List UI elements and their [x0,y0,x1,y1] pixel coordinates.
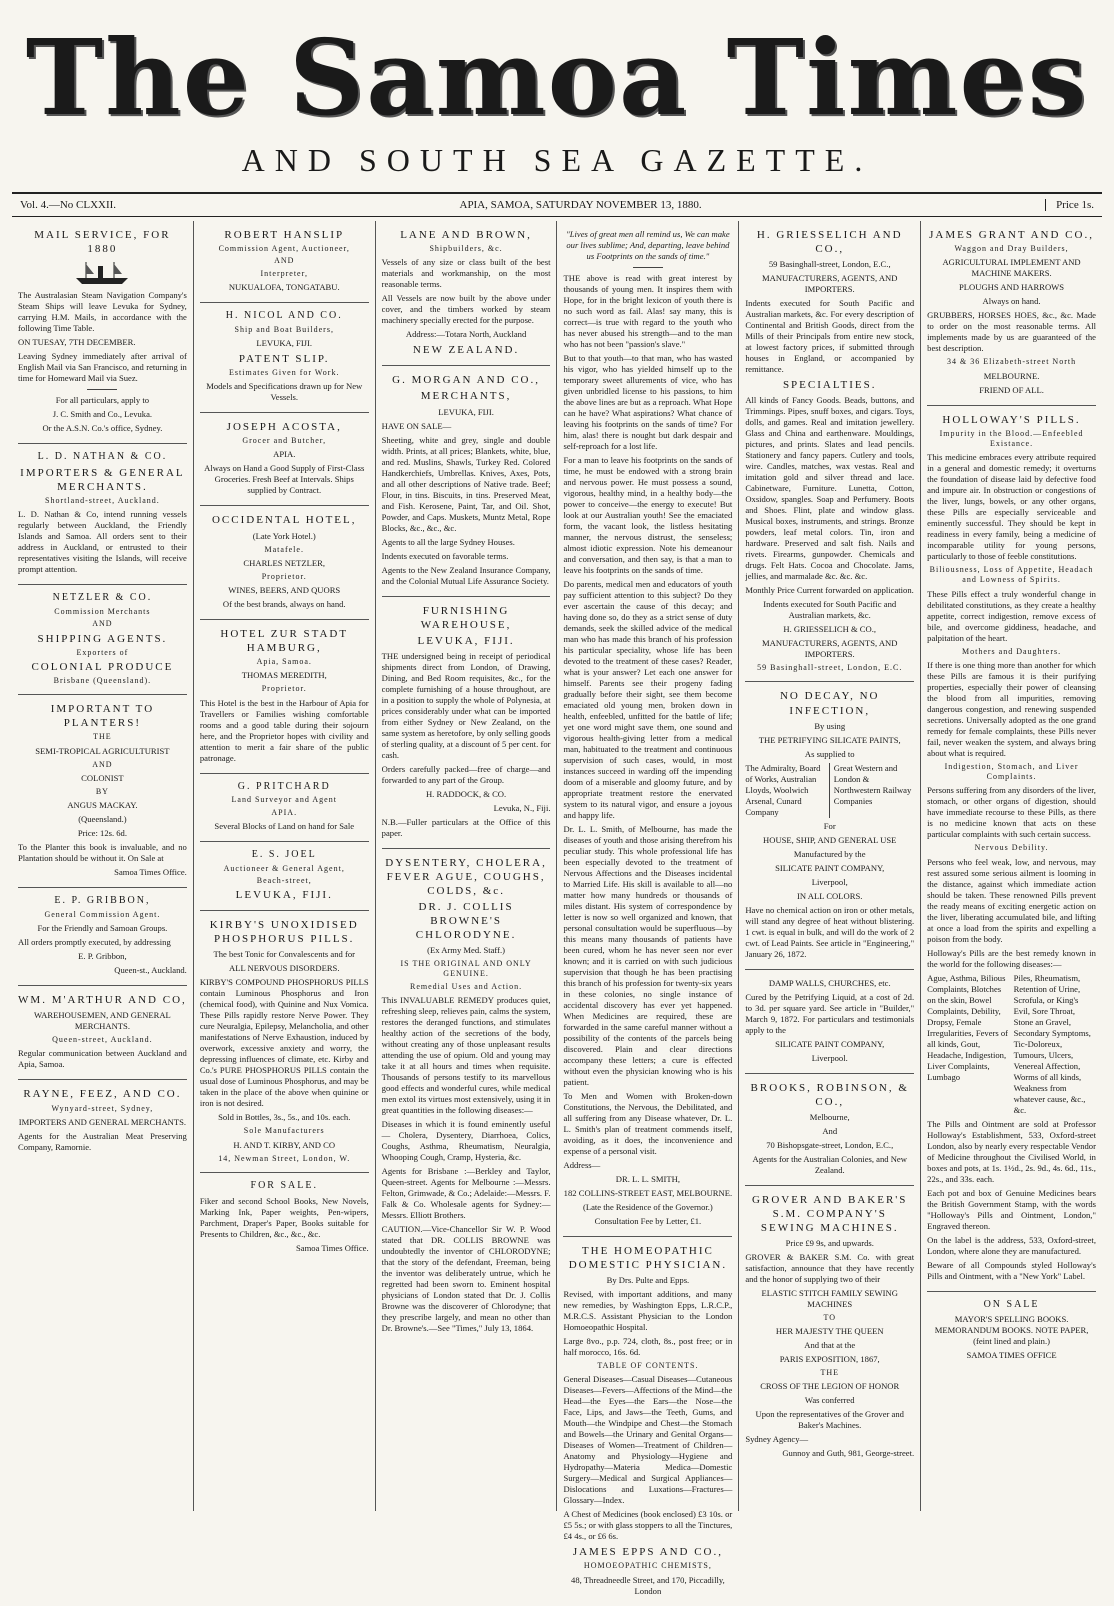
lane-brown-address: Address:—Totara North, Auckland [405,329,527,340]
gribbon-body: All orders promptly executed, by addressing [18,937,171,948]
issue-price: Price 1s. [1045,199,1094,211]
holloway-section-body: Persons who feel weak, low, and nervous, may rest assured some serious ailment is looming in the distance, against which immediate action should be taken. These renowned Pills prevent the ready means of exciting energetic action on the liver, liberating accumulated bile, and lifting at once a load from the spirits and expelling a poison from the body. [927,856,1096,944]
article-paragraph: To Men and Women with Broken-down Constitutions, the Nervous, the Debilitated, and all suffering from any Disease whatever, Dr. L. L. Smith's plan of treatment commends itself, avoiding, as it does, the inconvenience and expense of a personal visit. [563,1091,733,1156]
planters-line: SEMI-TROPICAL AGRICULTURIST [35,745,170,756]
morgan-line: MERCHANTS, [420,390,512,403]
dateline [12,192,1102,217]
kirby-heading: KIRBY'S UNOXIDISED PHOSPHORUS PILLS. [209,919,359,946]
column-1 [12,221,194,1511]
kirby-address: 14, Newman Street, London, W. [218,1153,351,1163]
planters-line: BY [95,786,109,796]
brooks-line: And [822,1125,838,1136]
grover-agent: Sydney Agency— [745,1434,809,1445]
mail-service-date: ON TUESAY, 7TH DECEMBER. [18,337,136,348]
masthead-title: The Samoa Times [25,16,1089,139]
holloway-section: Biliousness, Loss of Appetite, Headach and Lowness of Spirits. [929,565,1094,585]
furnishing-name: H. RADDOCK, & CO. [425,788,507,799]
decay-heading: NO DECAY, NO INFECTION, [779,690,880,717]
decay-line: Manufactured by the [793,848,866,859]
planters-price: Price: 12s. 6d. [77,828,127,839]
chlorodyne-line: (Ex Army Med. Staff.) [427,945,506,956]
on-sale-heading: ON SALE [983,1298,1040,1310]
mail-service-heading: MAIL SERVICE, FOR 1880 [34,229,171,256]
planters-author: ANGUS MACKAY. [67,800,138,811]
damp-city: Liverpool. [811,1052,848,1063]
planters-line: (Queensland.) [78,814,127,825]
holloway-pack: Each pot and box of Genuine Medicines bears the British Government Stamp, with the words "Holloway's Pills and Ointment, London," Engraved thereon. [927,1187,1096,1231]
homeopathic-toc: TABLE OF CONTENTS. [597,1361,699,1371]
on-sale-ad [927,1292,1096,1371]
holloway-beware: Beware of all Compounds styled Holloway's Pills and Ointment, with a "New York" Label. [927,1259,1096,1281]
hanslip-heading: ROBERT HANSLIP [224,229,345,241]
holloway-diseases-right: Piles, Rheumatism, Retention of Urine, Scrofula, or King's Evil, Sore Throat, Stone an Gravel, Secondary Symptoms, Tic-Doloreux, Tumours, Ulcers, Venereal Affection, Worms of all kinds, Weakness from whatever cause, &c., &c. [1013,972,1091,1115]
mail-service-apply: For all particulars, apply to [55,395,150,406]
rayne-subheading: IMPORTERS AND GENERAL MERCHANTS. [18,1116,187,1127]
netzler-ad [18,585,187,695]
morgan-indents: Indents executed on favorable terms. [381,550,509,561]
nicol-heading: H. NICOL AND CO. [225,309,343,321]
decay-use: HOUSE, SHIP, AND GENERAL USE [763,834,897,845]
grant-friend: FRIEND OF ALL. [979,384,1044,395]
occidental-line: Proprietor. [261,571,307,581]
chlorodyne-caution: CAUTION.—Vice-Chancellor Sir W. P. Wood stated that DR. COLLIS BROWNE was undoubtedly the inventor of CHLORODYNE; that the story of the defendant, Freeman, being the inventor was deliberately untrue, which he regretted had been sworn to. Eminent hospital physicians of London stated that Dr. J. Collis Browne was the discoverer of Chlorodyne; that they prescribe largely, and mean no other than Dr. Browne's.—See "Times," July 13, 1864. [381,1223,551,1333]
morgan-agents: Agents to all the large Sydney Houses. [381,536,515,547]
acosta-heading: JOSEPH ACOSTA, [226,421,342,434]
planters-line: AND [92,759,113,769]
hanslip-ad [200,221,369,303]
brooks-line: Melbourne, [809,1111,850,1122]
morgan-line: LEVUKA, FIJI. [438,406,494,417]
article-paragraph: Do parents, medical men and educators of youth pay sufficient attention to this subject? Do they ever ascertain the cause of this decay; and having done so, do they as a strict sense of duty demands, seek the skilled advice of the medical man who has made this branch of his profession his particular speciality, whose life has been devoted to the treatment of these cases? Reader, what is your answer? Let each one answer for himself. Parents see their progeny fading gradually before their sight, see them become emaciated old young men, broken down in health, enfeebled, unfitted for the battle of life; yet one word might save them, one sound and vigorous health-giving letter from a medical man, habituated to the treatment and continuous supervision of such cases, would, in most instances succeed in warding off the impending doom of a miserable and gloomy future, and by appropriate treatment restore the enervated system to its natural vigor, and ensure a joyous and happy life. [563,579,733,820]
grover-line: ELASTIC STITCH FAMILY SEWING MACHINES [761,1288,898,1310]
netzler-line: SHIPPING AGENTS. [37,632,168,645]
marthur-heading: WM. M'ARTHUR AND CO, [18,994,187,1007]
joel-line: LEVUKA, FIJI. [235,889,333,902]
griesselich-address2: 59 Basinghall-street, London, E.C. [757,663,903,673]
rayne-address: Wynyard-street, Sydney, [51,1103,154,1113]
kirby-name: H. AND T. KIRBY, AND CO [233,1139,336,1150]
chlorodyne-body2: Diseases in which it is found eminently useful — Cholera, Dysentery, Diarrhoea, Colics, Coughs, Asthma, Rheumatism, Neuralgia, Whooping Cough, Cramp, Hysteria, &c. [381,1118,551,1162]
furnishing-orders: Orders carefully packed—free of charge—and forwarded to any part of the Group. [381,763,551,785]
planters-ad [18,695,187,888]
hamburg-body: This Hotel is the best in the Harbour of Apia for Travellers or Families wishing comfortable rooms and a good table during their sojourn here, and the Proprietor hopes with civility and attention to merit a fair share of the public patronage. [199,697,369,763]
acosta-line: Grocer and Butcher, [242,436,327,446]
gribbon-subheading: General Commission Agent. [44,909,161,919]
hamburg-line: THOMAS MEREDITH, [241,670,327,681]
holloway-best: Holloway's Pills are the best remedy known in the world for the following diseases:— [927,947,1096,969]
holloway-section-body: These Pills effect a truly wonderful change in debilitated constitutions, as they create a healthy appetite, correct indigestion, remove excess of bile, and overcome giddiness, headache, and palpitation of the heart. [927,588,1096,643]
pritchard-heading: G. PRITCHARD [237,780,331,792]
smith-fee: Consultation Fee by Letter, £1. [594,1216,702,1226]
mail-service-body2: Leaving Sydney immediately after arrival of English Mail via San Francisco, and returning in time for Homeward Mail via Suez. [18,351,187,384]
volume-number: Vol. 4.—No CLXXII. [20,199,117,211]
joel-ad [200,842,369,911]
damp-company: SILICATE PAINT COMPANY, [775,1038,885,1049]
hanslip-line: NUKUALOFA, TONGATABU. [228,281,340,292]
smith-late: (Late the Residence of the Governor.) [582,1202,713,1212]
kirby-mfr: Sole Manufacturers [243,1126,325,1136]
homeopathic-body: Revised, with important additions, and many new remedies, by Washington Epps, L.R.C.P., M.R.C.S. Assistant Physician to the London Homoeopathic Hospital. [563,1289,733,1333]
gribbon-heading: E. P. GRIBBON, [54,895,151,907]
silicate-ad [745,682,914,969]
planters-sale: Samoa Times Office. [114,867,187,878]
joel-line: Auctioneer & General Agent, [223,863,345,873]
furnishing-ad [382,597,551,849]
furnishing-body: THE undersigned being in receipt of periodical shipments direct from London, of Drawing, Dining, and Bed Room requisites, &c., for the complete furnishing of a house throughout, are in a position to supply the whole of Polynesia, at prices considerably under what can be imported from either Sydney or New Zealand, on the same system as heretofore, by only selling goods of sterling quality, at a discount of 5 per cent. for cash. [381,650,551,760]
nicol-ad [200,303,369,413]
column-4 [557,221,739,1596]
kirby-body: KIRBY'S COMPOUND PHOSPHORUS PILLS contain Luminous Phosphorus and Iron (chemical food), with Quinine and Nux Vomica. These Pills rapidly restore Nerve Power. They cure Neuralgia, Epilepsy, Melancholia, and other manifestations of Nerve Exhaustion, induced by overwork, excessive anxiety and worry, the depressing influences of climate, etc. Kirby and Co.'s PURE PHOSPHORUS PILLS contain the usual dose of Luminous Phosphorus, and may be taken in the place of the above when quinine or iron is not desired. [199,977,369,1109]
hamburg-heading: HOTEL ZUR STADT HAMBURG, [220,627,349,655]
nathan-subheading: IMPORTERS & GENERAL MERCHANTS. [20,466,185,494]
pritchard-body: Several Blocks of Land on hand for Sale [214,820,355,831]
nicol-line: PATENT SLIP. [238,352,330,365]
planters-line: COLONIST [81,772,124,783]
decay-colors: IN ALL COLORS. [797,890,863,901]
holloway-section: Nervous Debility. [974,843,1049,853]
marthur-ad [18,986,187,1080]
kirby-line: The best Tonic for Convalescents and for [213,949,355,960]
nicol-line: Estimates Given for Work. [229,367,340,377]
furnishing-heading: FURNISHING WAREHOUSE, [420,604,512,631]
pritchard-ad [200,774,369,842]
article-paragraph: THE above is read with great interest by thousands of young men. It inspires them with Hope, for in the bright lexicon of youth there is no such word as fail. Alas! say many, this is correct—is true with regard to the youth who has never abused his strength—and to the man who has not been "passion's slave." [563,273,733,349]
chlorodyne-ad [382,849,551,1343]
nicol-body: Models and Specifications drawn up for New Vessels. [206,381,363,403]
holloway-diseases-left: Ague, Asthma, Bilious Complaints, Blotches on the skin, Bowel Complaints, Debility, Dropsy, Female Irregularities, Fevers of all kinds, Gout, Headache, Indigestion, Liver Complaints, Lumbago [927,972,1009,1082]
grover-line: HER MAJESTY THE QUEEN [775,1326,884,1337]
griesselich-sub2: MANUFACTURERS, AGENTS, AND IMPORTERS. [762,638,898,660]
brooks-line: Agents for the Australian Colonies, and New Zealand. [752,1153,907,1175]
decay-clients [745,763,914,818]
divider [633,267,663,268]
hamburg-line: Proprietor. [261,684,307,694]
article-paragraph: Dr. L. L. Smith, of Melbourne, has made the diseases of youth and those arising therefrom his peculiar study. This whole professional life has been especially devoted to the treatment of Nervous Affections and the Diseases incidental to Married Life. His skill is available to all—no matter how many hundreds or thousands of miles distant. His system of correspondence by letter is now so well organized and known, that personal consultation would be superfluous—by this means many thousands of patients have been cured, whom he has never seen nor ever known; and it is carried on with such judicious supervision that though he has been practising this branch of his profession for twenty-six years in these colonies, no single instance of accidental discovery has ever yet happened. When Medicines are required, these are forwarded in the same careful manner without a possibility of the contents of the parcels being discovered. Plain and clear directions accompany these letters; a cure is effected without even the physician knowing who is his patient. [563,824,733,1087]
pritchard-line: APIA. [271,807,298,817]
divider [87,389,117,390]
homeopathic-by: By Drs. Pulte and Epps. [606,1275,690,1286]
decay-city: Liverpool, [811,876,848,887]
grover-line: PARIS EXPOSITION, 1867, [779,1354,880,1365]
lane-brown-line: Shipbuilders, &c. [429,244,503,254]
grant-line: AGRICULTURAL IMPLEMENT AND MACHINE MAKERS. [942,257,1081,279]
acosta-ad [200,413,369,506]
griesselich-sub: MANUFACTURERS, AGENTS, AND IMPORTERS. [762,273,898,295]
acosta-line: APIA. [273,449,296,460]
griesselich-address: 59 Basinghall-street, London, E.C., [768,259,891,270]
furnishing-location: Levuka, N., Fiji. [493,802,551,813]
holloway-label: On the label is the address, 533, Oxford-street, London, where alone they are manufactured. [927,1234,1096,1256]
mail-service-ad [18,221,187,444]
joel-heading: E. S. JOEL [251,848,317,860]
grover-baker-ad [745,1186,914,1469]
issue-date: APIA, SAMOA, SATURDAY NOVEMBER 13, 1880. [459,199,702,211]
griesselich-indents: Indents executed for South Pacific and Australian markets, &c. [763,599,897,621]
decay-line: By using [814,720,846,731]
grant-line: Always on hand. [982,296,1041,307]
morgan-body: Sheeting, white and grey, single and double width. Prints, at all prices; Blankets, white, blue, and red. Muslins, Shawls, Turkey Red. Colored Handkerchiefs, Umbrellas. Knives, Axes, Pots, and all other descriptions of Native trade. Beef; Flour, in tins. Biscuits, in tins. Preserved Meat, and Fish. Kerosene, Paint, Tar, and Oil. Shot, Powder, and Caps. Muskets, Muntz Metal, Rope Blocks, &c., &c., &c. [381,434,551,533]
grant-address: 34 & 36 Elizabeth-street North [947,357,1077,367]
morgan-ad [382,366,551,596]
joel-line: Beach-street, [256,875,312,885]
occidental-line: Matafele. [264,544,304,554]
planters-body: To the Planter this book is invaluable, and no Plantation should be without it. On Sale at [18,842,187,864]
grover-line: TO [823,1313,836,1323]
occidental-heading: OCCIDENTAL HOTEL, [211,514,357,527]
holloway-section-body: If there is one thing more than another for which these Pills are famous it is their purifying properties, especially their power of cleansing the blood from all impurities, removing dangerous congestion, and renewing suspended secretions. Universally adopted as the one grand remedy for female complaints, these Pills never fail, never weaken the system, and always bring about what is required. [927,659,1096,758]
grover-agent2: Gunnoy and Guth, 981, George-street. [782,1448,915,1459]
hanslip-line: AND [274,256,295,266]
grover-line: Upon the representatives of the Grover and Baker's Machines. [755,1409,904,1431]
rayne-heading: RAYNE, FEEZ, AND CO. [23,1088,182,1101]
for-sale-office: Samoa Times Office. [296,1242,369,1253]
occidental-line: (Late York Hotel.) [252,530,316,541]
columns [12,221,1102,1596]
chlorodyne-heading: DR. J. COLLIS BROWNE'S CHLORODYNE. [415,901,517,942]
morgan-heading: G. MORGAN AND CO., [392,374,540,387]
grover-heading: GROVER AND BAKER'S S.M. COMPANY'S SEWING MACHINES. [752,1193,908,1234]
grover-line: THE [820,1368,839,1378]
furnishing-line: LEVUKA, FIJI. [417,634,515,647]
griesselich-list: All kinds of Fancy Goods. Beads, buttons, and Trimmings. Pipes, snuff boxes, and cigars. Toys, dolls, and games. Real and imitation jewellery. Glass and China and earthenware. Mouldings, pictures, and prints. Slates and lead pencils. Stationery and fancy papers. Cutlery and tools, wire. Candles, matches, wax vestas. Real and imitation gold and silver thread and lace. Cabinetware, Furniture. Lunetta, Cotton, Oxsidow, spangles. Soap and Perfumery. Boots and Shoes. Flint, plate and window glass. Musical boxes, instruments, and strings. Bronze powders, leaf metal colors. Tin, iron and hardware. Preserved and salt fish. Nails and rivets. Firearms, gunpowder. Chemicals and drugs. Felt Hats. Cocoa and Chocolate. Jams, jellies, and marmalade &c. &c. &c. [745,395,915,582]
grant-line: PLOUGHS AND HARROWS [959,282,1065,293]
kirby-sold: Sold in Bottles, 3s., 5s., and 10s. each. [218,1112,351,1123]
brooks-heading: BROOKS, ROBINSON, & CO., [750,1081,909,1108]
kirby-line: ALL NERVOUS DISORDERS. [229,963,340,974]
decay-clients-right: Great Western and London & Northwestern Railway Companies [833,762,912,806]
gribbon-ad [18,888,187,986]
article-paragraph: But to that youth—to that man, who has wasted his vigor, who has yielded himself up to the temporary sweet allurements of vice, who has given unbridled license to his passions, to him the above lines are but as a reproach. What Hope can he have? What aspirations? What chance of leaving his footprints on the sands of time? For him, alas! there is nought but dark despair and self-reproach for a lost life. [563,353,733,451]
netzler-line: Exporters of [76,647,129,657]
nicol-line: Ship and Boat Builders, [234,324,334,334]
holloway-sold: The Pills and Ointment are sold at Professor Holloway's Establishment, 533, Oxford-street London, also by nearly every respectable Vendor of Medicine throughout the Civilised World, in boxes and pots, at 1s. 1½d., 2s. 9d., 4s. 6d., 11s., 22s., and 33s. each. [927,1118,1096,1184]
gribbon-name: E. P. Gribbon, [78,951,127,962]
on-sale-office: SAMOA TIMES OFFICE [966,1350,1057,1361]
decay-clients-left: The Admiralty, Board of Works, Australian Lloyds, Woolwich Arsenal, Cunard Company [745,763,829,818]
lane-brown-ad [382,221,551,366]
griesselich-heading: H. GRIESSELICH AND CO., [756,229,903,256]
griesselich-monthly: Monthly Price Current forwarded on application. [745,585,914,596]
morgan-insurance: Agents to the New Zealand Insurance Company, and the Colonial Mutual Life Assurance Society. [381,564,551,586]
grant-heading: JAMES GRANT AND CO., [929,229,1094,241]
holloway-section: Indigestion, Stomach, and Liver Complaints. [944,761,1079,782]
netzler-line: COLONIAL PRODUCE [31,660,174,673]
mail-service-or: Or the A.S.N. Co.'s office, Sydney. [42,423,163,434]
grant-body: GRUBBERS, HORSES HOES, &c., &c. Made to order on the most reasonable terms. All implements made by us are guaranteed of the best description. [927,310,1096,354]
brooks-ad [745,1074,914,1186]
decay-line: For [823,820,836,831]
column-5 [739,221,921,1511]
grant-city: MELBOURNE. [983,370,1040,381]
griesselich-body: Indents executed for South Pacific and Australian markets, &c. For every description of Continental and British Goods, direct from the Mills of their Principals from entire new stock, at lowest factory prices, if submitted through houses in England, or accompanied by remittance. [745,298,915,375]
epps-sub: HOMOEOPATHIC CHEMISTS, [583,1561,712,1571]
grover-price: Price £9 9s, and upwards. [785,1238,874,1249]
masthead-subtitle: AND SOUTH SEA GAZETTE. [241,142,873,178]
homeopathic-chest: A Chest of Medicines (book enclosed) £3 10s. or £5 5s.; or with glass stoppers to all the Tinctures, £4 4s., or £6 6s. [563,1509,733,1542]
holloway-sub: Impurity in the Blood.—Enfeebled Existance. [939,428,1084,448]
grover-body: GROVER & BAKER S.M. Co. with great satisfaction, announce that they have recently and the honor of supplying two of their [745,1252,915,1285]
chlorodyne-line: Remedial Uses and Action. [410,981,523,991]
dysentery-heading: DYSENTERY, CHOLERA, FEVER AGUE, COUGHS, COLDS, &c. [385,856,547,897]
hanslip-line: Commission Agent, Auctioneer, [218,244,350,254]
planters-heading: IMPORTANT TO PLANTERS! [50,703,155,730]
holloway-body: This medicine embraces every attribute required in a general and domestic remedy; it overturns the foundation of disease laid by defective food and impure air. In obstruction or congestions of the liver, lungs, bowels, or any other organs, these Pills are especially serviceable and eminently successful. They should be kept in readiness in every family, being a medicine of incomparable utility for young persons, particularly to those of feeble constitutions. [927,452,1096,562]
lane-brown-body: Vessels of any size or class built of the best materials and workmanship, on the most reasonable terms. [381,257,551,290]
netzler-line: AND [92,619,113,629]
damp-walls-ad [745,970,914,1074]
for-sale-heading: FOR SALE. [250,1179,318,1191]
column-3 [376,221,558,1511]
marthur-address: Queen-street, Auckland. [52,1035,153,1045]
planters-line: THE [93,732,112,742]
nathan-address: Shortland-street, Auckland. [45,496,160,506]
decay-line: As supplied to [804,748,855,759]
rayne-body: Agents for the Australian Meat Preserving Company, Ramornie. [18,1130,187,1152]
nathan-body: L. D. Nathan & Co, intend running vessels regularly between Auckland, the Friendly Islands and Samoa. All orders sent to their address in Auckland, or entrusted to their representatives visiting the Islands, will receive prompt attention. [18,509,187,575]
chlorodyne-line: IS THE ORIGINAL AND ONLY GENUINE. [400,959,532,979]
homeopathic-heading: THE HOMEOPATHIC DOMESTIC PHYSICIAN. [568,1245,728,1272]
grover-line: And that at the [804,1340,856,1351]
brooks-line: 70 Bishopsgate-street, London, E.C., [766,1139,894,1150]
hanslip-line: Interpreter, [260,268,308,278]
on-sale-body: MAYOR'S SPELLING BOOKS. MEMORANDUM BOOKS. NOTE PAPER, (feint lined and plain.) [934,1314,1089,1347]
lane-brown-nz: NEW ZEALAND. [412,344,520,357]
mail-service-agent: J. C. Smith and Co., Levuka. [52,409,153,420]
occidental-line: WINES, BEERS, AND QUORS [228,584,341,595]
grant-ad [927,221,1096,406]
hamburg-line: Apia, Samoa. [256,657,312,667]
smith-address-label: Address— [563,1160,601,1170]
lane-brown-heading: LANE AND BROWN, [400,229,532,241]
article-poem: "Lives of great men all remind us, We can make our lives sublime; And, departing, leave behind us Footprints on the sands of time." [566,229,730,261]
occidental-line: Of the best brands, always on hand. [222,598,346,609]
netzler-line: Commission Merchants [54,607,151,617]
holloway-ad [927,406,1096,1292]
grover-line: Was conferred [804,1395,855,1406]
gribbon-for: For the Friendly and Samoan Groups. [37,923,168,934]
decay-company: SILICATE PAINT COMPANY, [775,862,885,873]
smith-street: 182 COLLINS-STREET EAST, MELBOURNE. [563,1188,733,1198]
nicol-line: LEVUKA, FIJI. [256,337,313,348]
nathan-heading: L. D. NATHAN & CO. [37,451,168,463]
epps-name: JAMES EPPS AND CO., [572,1546,723,1559]
grover-line: CROSS OF THE LEGION OF HONOR [760,1381,900,1392]
rayne-ad [18,1080,187,1161]
netzler-heading: NETZLER & CO. [52,592,153,604]
steamship-icon [72,260,132,286]
column-2 [194,221,376,1511]
for-sale-ad [200,1173,369,1263]
occidental-line: CHARLES NETZLER, [243,557,326,568]
article-paragraph: For a man to leave his footprints on the sands of time, he must be endowed with a strong brain and nervous power. He must possess a sound, vigorous, healthy mind, in a healthy body—the power to conceive—the energy to execute! But look at our Australian youth! See the emaciated form, the vacant look, the listless hesitating manner, the nervous distrust, the senseless; almost idiotic expression. Note his demeanour and conversation, and then say, is that a man to leave his footprints on the sands of time. [563,455,733,575]
netzler-line: Brisbane (Queensland). [53,676,152,685]
furnishing-nb: N.B.—Fuller particulars at the Office of this paper. [381,816,551,838]
griesselich-specialties: SPECIALTIES. [782,379,877,392]
for-sale-body: Fiker and second School Books, New Novels, Marking Ink, Paper weights, Pen-wipers, Parchment, Draper's Paper, Books suitable for Presents to Children, &c., &c., &c. [199,1195,369,1239]
mail-service-body: The Australasian Steam Navigation Company's Steam Ships will leave Levuka for Sydney, carrying H.M. Mails, in accordance with the following Time Table. [18,290,187,334]
smith-article [563,221,732,1237]
morgan-line: HAVE ON SALE— [381,420,452,431]
holloway-diseases [927,973,1096,1116]
damp-heading: DAMP WALLS, CHURCHES, etc. [768,977,891,988]
homeopathic-price: Large 8vo., p.p. 724, cloth, 8s., post free; or in half morocco, 16s. 6d. [563,1336,733,1358]
smith-name: DR. L. L. SMITH, [615,1174,680,1184]
kirby-ad [200,911,369,1173]
acosta-body: Always on Hand a Good Supply of First-Class Groceries. Fresh Beef at Intervals. Ships supplied by Contract. [204,463,365,496]
homeopathic-ad [563,1237,732,1606]
decay-body: Have no chemical action on iron or other metals, will stand any degree of heat without blistering. 1 cwt. is equal in bulk, and will do the work of 2 cwt. of Lead Paints. See article in "Engineering," January 26, 1872. [745,904,915,959]
column-6 [921,221,1102,1511]
gribbon-address: Queen-st., Auckland. [114,965,187,976]
griesselich-ad [745,221,914,682]
holloway-heading: HOLLOWAY'S PILLS. [942,413,1081,426]
holloway-section: Mothers and Daughters. [962,646,1062,656]
griesselich-name: H. GRIESSELICH & CO., [783,624,877,635]
damp-body: Cured by the Petrifying Liquid, at a cost of 2d. to 3d. per square yard. See article in "Builder," March 9, 1872. For particulars and testimonials apply to the [745,991,915,1035]
chlorodyne-agents: Agents for Brisbane :—Berkley and Taylor, Queen-street. Agents for Melbourne :—Messrs. Felton, Grimwade, & Co.; Adelaide:—Messrs. F. Falk & Co. Wholesale agents for Sydney:—Messrs. Elliott Brothers. [381,1165,551,1220]
epps-address: 48, Threadneedle Street, and 170, Piccadilly, London [571,1574,725,1596]
occidental-ad [200,506,369,620]
nathan-ad [18,444,187,585]
pritchard-line: Land Surveyor and Agent [231,795,337,805]
holloway-section-body: Persons suffering from any disorders of the liver, stomach, or other organs of digestion, should have immediate recourse to these Pills, as there is no medicine known that acts on these particular complaints with such certain success. [927,785,1096,840]
marthur-body: Regular communication between Auckland and Apia, Samoa. [18,1048,187,1070]
lane-brown-body2: All Vessels are now built by the above under cover, and the timbers worked by steam machinery specially erected for the purpose. [381,293,551,326]
grant-line: Waggon and Dray Builders, [954,244,1069,254]
marthur-subheading: WAREHOUSEMEN, AND GENERAL MERCHANTS. [34,1010,171,1032]
decay-line: THE PETRIFYING SILICATE PAINTS, [758,734,901,745]
chlorodyne-body: This INVALUABLE REMEDY produces quiet, refreshing sleep, relieves pain, calms the system, restores the deranged functions, and stimulates healthy action of the secretions of the body, without creating any of those unpleasant results attending the use of opium. Old and young may take it at all hours and times when requisite. Thousands of persons testify to its marvellous good effects and wonderful cures, while medical men extol its virtues most extensively, using it in great quantities in the following diseases:— [381,994,551,1115]
homeopathic-toc-body: General Diseases—Casual Diseases—Cutaneous Diseases—Fevers—Affections of the Mind—the Head—the Eyes—the Ears—the Nose—the Face, Lips, and Jaws—the Teeth, Gums, and Mouth—the Windpipe and Chest—the Stomach and Bowels—the Urinary and Genital Organs—Diseases of Women—Treatment of Children—Anatomy and Physiology—Hygiene and Hydropathy—Materia Medica—Domestic Surgery—Medical and Surgical Appliances—Dislocations and Luxations—Fractures—Glossary—Index. [563,1374,733,1506]
hamburg-ad [200,620,369,774]
